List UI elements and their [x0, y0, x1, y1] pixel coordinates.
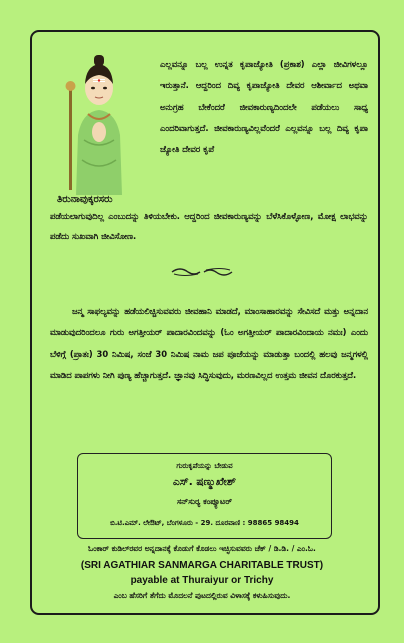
- sponsor-card: [77, 453, 332, 539]
- donation-note: ಓಂಕಾರ್ ಕುಡಿಲ್‌ರವರ ಅನ್ನದಾನಕ್ಕೆ ಕೊಡುಗೆ ಕೊಡಲು ಇಚ್ಛಿಸುವವರು ಚೆಕ್ / ಡಿ.ಡಿ. / ಎಂ.ಓ.: [88, 544, 316, 553]
- mailing-note: ಎಂಬ ಹೆಸರಿಗೆ ತೆಗೆದು ಮೊದಲನೆ ಪುಟದಲ್ಲಿರುವ ವಿಳಾಸಕ್ಕೆ ಕಳುಹಿಸುವುದು.: [113, 591, 291, 600]
- body-paragraph: ಜನ್ಮ ಸಾಫಲ್ಯವನ್ನು ಹಡೆಯಲಿಚ್ಚಿಸುವವರು ಜೀವಹಾನಿ ಮಾಡದೆ, ಮಾಂಸಾಹಾರವನ್ನು ಸೇವಿಸದೆ ಮತ್ತು ಅನ್ನದಾನ ಮಾಡುವುದರಿಂದಲೂ ಗುರು ಅಗತ್ತೀಯರ್ ಪಾದಾರವಿಂದವನ್ನು (ಓಂ ಅಗತ್ತೀಯರ್ ಪಾದಾರವಿಂದಾಯ ನಮಃ) ಎಂದು ಬೆಳಿಗ್ಗೆ (ಪ್ರಾತಃ) 30 ನಿಮಿಷ, ಸಂಜೆ 30 ನಿಮಿಷ ನಾಮ ಜಪ ಪೂಜೆಯನ್ನು ಮಾಡುತ್ತಾ ಬಂದಲ್ಲಿ ಹಲವು ಜನ್ಮಗಳಲ್ಲಿ ಮಾಡಿದ ಪಾಪಗಳು ನೀಗಿ ಪುಣ್ಯ ಹೆಚ್ಚಾಗುತ್ತದೆ. ಜ್ಞಾನವು ಸಿದ್ಧಿಸುವುದು, ಮರಣವಿಲ್ಲದ ಉತ್ತಮ ಜೀವನ ದೊರಕುತ್ತದೆ.: [50, 306, 368, 381]
- sponsor-intro: ಗುರುಕೃಪೆಯನ್ನು ಬೇಡುವ: [176, 462, 233, 470]
- payable-note: payable at Thuraiyur or Trichy: [130, 575, 274, 586]
- ornamental-divider: [170, 266, 234, 278]
- saint-figure-image: [62, 50, 136, 195]
- sponsor-business: ಸನ್‌ಸುರ್‍ಯ ಕಂಪ್ಯೂಟರ್: [176, 497, 233, 506]
- intro-paragraph: ಎಲ್ಲವನ್ನೂ ಬಲ್ಲ ಉನ್ನತ ಕೃಪಾಜ್ಯೋತಿ (ಪ್ರಕಾಶ) ಎಲ್ಲಾ ಜೀವಿಗಳಲ್ಲೂ ಇರುತ್ತಾನೆ. ಆದ್ದರಿಂದ ದಿವ್ಯ ಕೃಪಾಜ್ಯೋತಿ ದೇವರ ಆಶೀರ್ವಾದ ಅಥವಾ ಅನುಗ್ರಹ ಬೇಕೆಂದರೆ ಜೀವಕಾರುಣ್ಯದಿಂದಲೇ ಪಡೆಯಲು ಸಾಧ್ಯ ಎಂದರಿವಾಗುತ್ತದೆ. ಜೀವಕಾರುಣ್ಯವಿಲ್ಲವೆಂದರೆ ಎಲ್ಲವನ್ನೂ ಬಲ್ಲ ದಿವ್ಯ ಕೃಪಾ ಜ್ಯೋತಿ ದೇವರ ಕೃಪೆ: [160, 59, 368, 155]
- figure-caption: ತಿರುನಾವುಕ್ಕರಸರು: [57, 194, 113, 205]
- intro-paragraph-continued: ಪಡೆಯಲಾಗುವುದಿಲ್ಲ ಎಂಬುದನ್ನು ತಿಳಿಯಬೇಕು. ಆದ್ದರಿಂದ ಜೀವಕಾರುಣ್ಯವನ್ನು ಬೆಳೆಸಿಕೊಳ್ಳೋಣ, ಮೋಕ್ಷ ಲಾಭವನ್ನು ಪಡೆದು ಸುಖವಾಗಿ ಜೀವಿಸೋಣ.: [50, 211, 368, 241]
- sponsor-address: ಬಿ.ಟಿ.ಎಮ್. ಲೇಔಟ್, ಬೆಂಗಳೂರು - 29. ದೂರವಾಣಿ : 98865 98494: [110, 519, 299, 527]
- sponsor-name: ಎಸ್. ಷಣ್ಮುಖೇಶ್: [173, 476, 236, 488]
- trust-name: (SRI AGATHIAR SANMARGA CHARITABLE TRUST): [80, 560, 324, 571]
